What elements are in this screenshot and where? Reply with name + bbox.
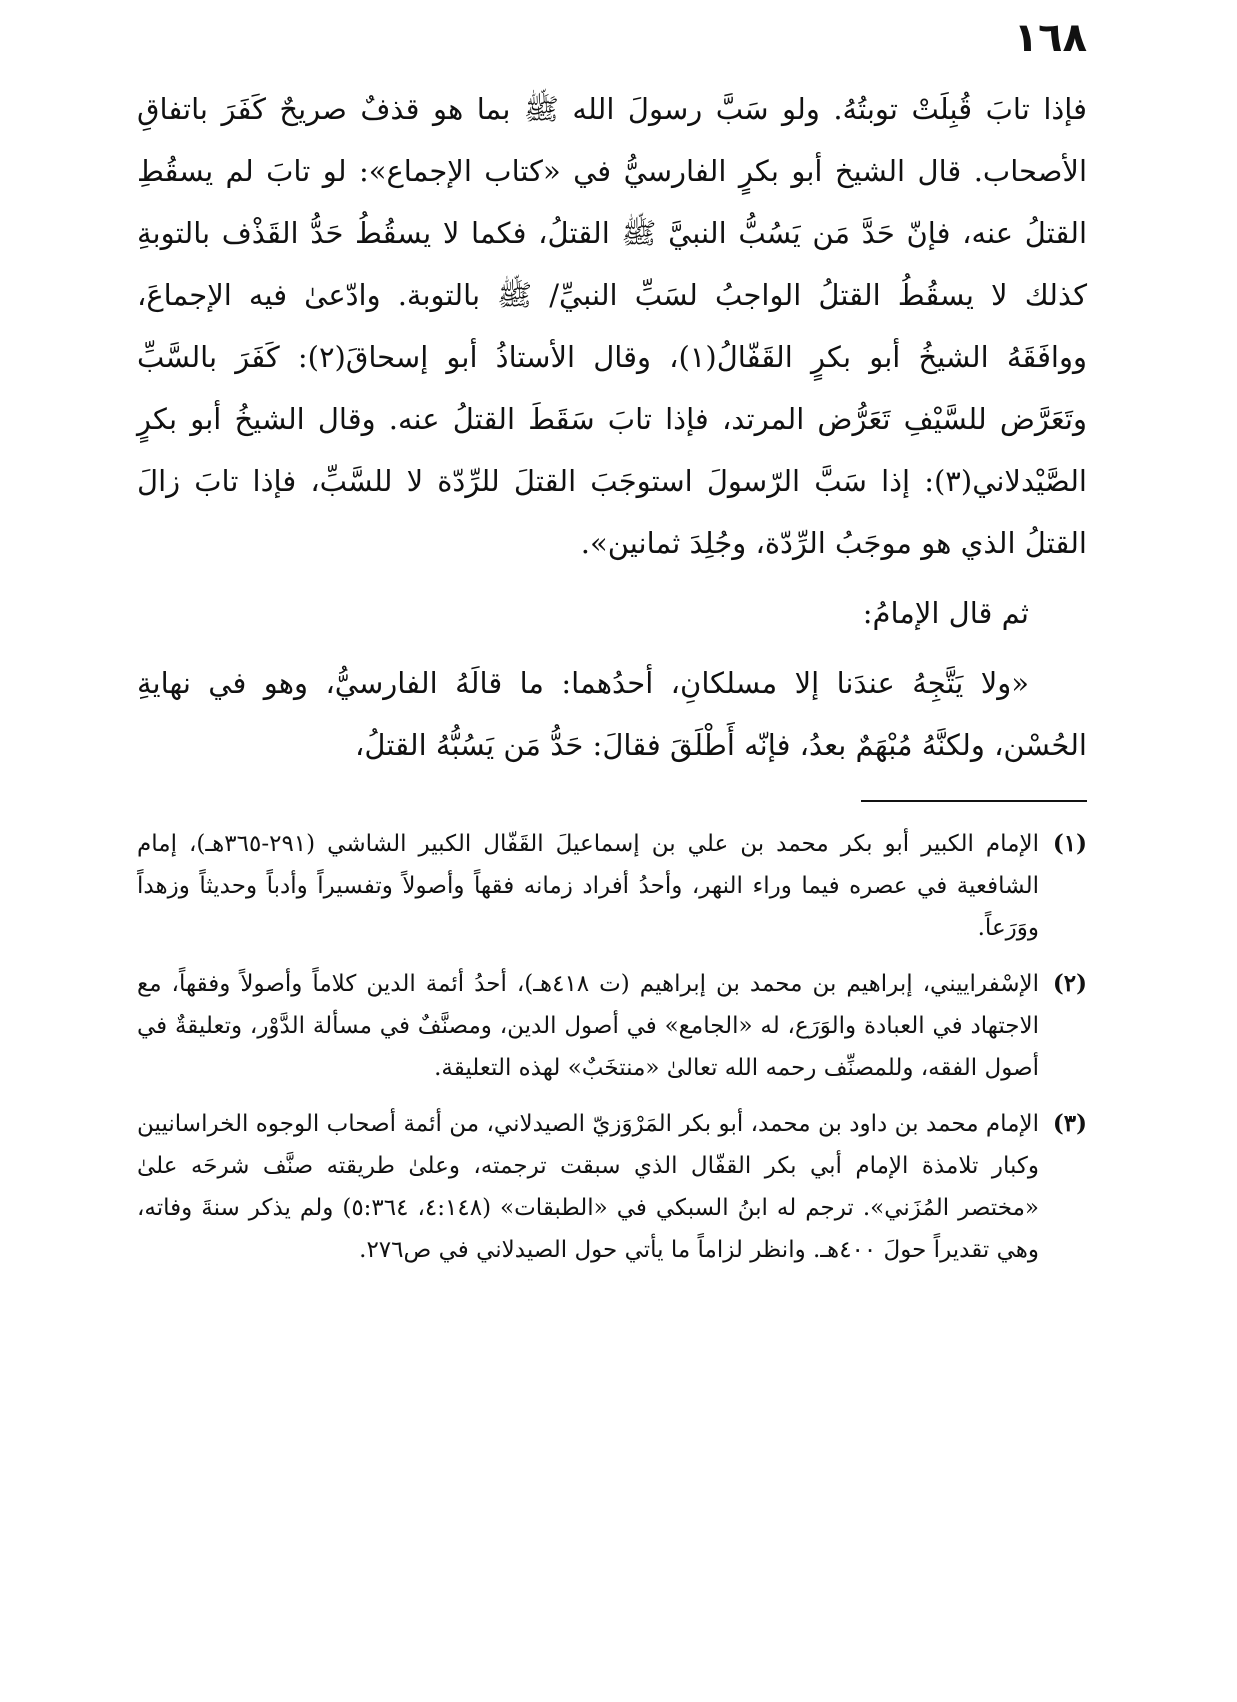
footnote-text: الإسْفراييني، إبراهيم بن محمد بن إبراهيم (ت ٤١٨هـ)، أحدُ أئمة الدين كلاماً وأصولاً وفقهاً، مع الاجتهاد في العبادة والوَرَع، له «الجامع» في أصول الدين، ومصنَّفٌ في مسألة الدَّوْر، وتعليقةٌ في أصول الفقه، وللمصنِّف رحمه الله تعالىٰ «منتخَبٌ» لهذه التعليقة. xyxy=(137,971,1039,1081)
footnote-text: الإمام محمد بن داود بن محمد، أبو بكر المَرْوَزيّ الصيدلاني، من أئمة أصحاب الوجوه الخراسانيين وكبار تلامذة الإمام أبي بكر القفّال الذي سبقت ترجمته، وعلىٰ طريقته صنَّف شرحَه علىٰ «مختصر المُزَني». ترجم له ابنُ السبكي في «الطبقات» (٤:١٤٨، ٥:٣٦٤) ولم يذكر سنةَ وفاته، وهي تقديراً حولَ ٤٠٠هـ. وانظر لزاماً ما يأتي حول الصيدلاني في ص٢٧٦. xyxy=(137,1111,1039,1263)
footnote-number: (٣) xyxy=(1052,1110,1087,1137)
footnotes xyxy=(137,823,1087,1285)
page-number: ١٦٨ xyxy=(1013,15,1087,61)
main-paragraph: فإذا تابَ قُبِلَتْ توبتُهُ. ولو سَبَّ رسولَ الله ﷺ بما هو قذفٌ صريحٌ كَفَرَ باتفاقِ الأصحاب. قال الشيخ أبو بكرٍ الفارسيُّ في «كتاب الإجماع»: لو تابَ لم يسقُطِ القتلُ عنه، فإنّ حَدَّ مَن يَسُبُّ النبيَّ ﷺ القتلُ، فكما لا يسقُطُ حَدُّ القَذْف بالتوبةِ كذلك لا يسقُطُ القتلُ الواجبُ لسَبِّ النبيِّ/ ﷺ بالتوبة. وادّعىٰ فيه الإجماعَ، ووافَقَهُ الشيخُ أبو بكرٍ القَفّالُ(١)، وقال الأستاذُ أبو إسحاقَ(٢): كَفَرَ بالسَّبِّ وتَعَرَّض للسَّيْفِ تَعَرُّض المرتد، فإذا تابَ سَقَطَ القتلُ عنه. وقال الشيخُ أبو بكرٍ الصَّيْدلاني(٣): إذا سَبَّ الرّسولَ استوجَبَ القتلَ للرِّدّة لا للسَّبِّ، فإذا تابَ زالَ القتلُ الذي هو موجَبُ الرِّدّة، وجُلِدَ ثمانين». xyxy=(137,92,1087,560)
footnote-separator xyxy=(861,800,1087,802)
footnote-number: (١) xyxy=(1052,830,1087,857)
footnote xyxy=(137,1103,1087,1271)
footnote xyxy=(137,963,1087,1089)
main-paragraph: ثم قال الإمامُ: xyxy=(862,596,1029,630)
footnote-text: الإمام الكبير أبو بكر محمد بن علي بن إسماعيلَ القَفّال الكبير الشاشي (٢٩١-٣٦٥هـ)، إمام الشافعية في عصره فيما وراء النهر، وأحدُ أفراد زمانه فقهاً وأصولاً وتفسيراً وأدباً وحديثاً وزهداً ووَرَعاً. xyxy=(137,831,1039,941)
footnote-number: (٢) xyxy=(1052,970,1087,997)
main-paragraph: «ولا يَتَّجِهُ عندَنا إلا مسلكانِ، أحدُهما: ما قالَهُ الفارسيُّ، وهو في نهايةِ الحُسْن، ولكنَّهُ مُبْهَمٌ بعدُ، فإنّه أَطْلَقَ فقالَ: حَدُّ مَن يَسُبُّهُ القتلُ، xyxy=(137,666,1087,762)
main-text xyxy=(137,78,1087,776)
footnote xyxy=(137,823,1087,949)
